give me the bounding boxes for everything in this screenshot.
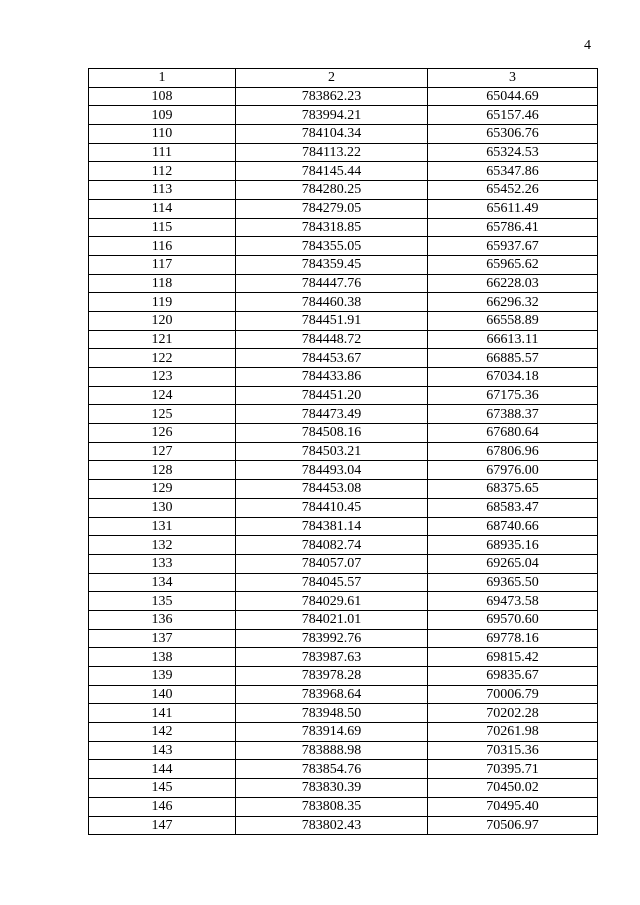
table-cell: 66885.57 (428, 349, 598, 368)
table-cell: 66296.32 (428, 293, 598, 312)
table-row (89, 685, 598, 704)
table-cell: 784381.14 (236, 517, 428, 536)
table-cell: 783978.28 (236, 667, 428, 686)
table-row (89, 723, 598, 742)
table-cell: 784280.25 (236, 181, 428, 200)
table-row (89, 405, 598, 424)
table-cell: 147 (89, 816, 236, 835)
table-row (89, 480, 598, 499)
table-cell: 69835.67 (428, 667, 598, 686)
table-cell: 784318.85 (236, 218, 428, 237)
table-row (89, 517, 598, 536)
table-cell: 114 (89, 199, 236, 218)
table-cell: 70261.98 (428, 723, 598, 742)
table-cell: 783914.69 (236, 723, 428, 742)
table-cell: 784410.45 (236, 498, 428, 517)
table-cell: 783992.76 (236, 629, 428, 648)
table-cell: 70495.40 (428, 797, 598, 816)
table-row (89, 349, 598, 368)
table-header-row (89, 69, 598, 88)
table-cell: 66228.03 (428, 274, 598, 293)
table-cell: 124 (89, 386, 236, 405)
table-cell: 135 (89, 592, 236, 611)
table-cell: 110 (89, 125, 236, 144)
table-cell: 67175.36 (428, 386, 598, 405)
table-cell: 129 (89, 480, 236, 499)
table-cell: 783987.63 (236, 648, 428, 667)
table-row (89, 667, 598, 686)
table-cell: 65611.49 (428, 199, 598, 218)
table-row (89, 311, 598, 330)
table-cell: 66613.11 (428, 330, 598, 349)
table-cell: 70315.36 (428, 741, 598, 760)
table-cell: 130 (89, 498, 236, 517)
table-cell: 67388.37 (428, 405, 598, 424)
table-row (89, 461, 598, 480)
table-row (89, 293, 598, 312)
table-cell: 68935.16 (428, 536, 598, 555)
table-row (89, 218, 598, 237)
table-row (89, 797, 598, 816)
table-row (89, 181, 598, 200)
table-cell: 115 (89, 218, 236, 237)
table-cell: 783888.98 (236, 741, 428, 760)
table-row (89, 106, 598, 125)
table-cell: 784448.72 (236, 330, 428, 349)
table-cell: 142 (89, 723, 236, 742)
table-row (89, 760, 598, 779)
table-cell: 67680.64 (428, 424, 598, 443)
table-cell: 146 (89, 797, 236, 816)
table-cell: 784145.44 (236, 162, 428, 181)
table-row (89, 442, 598, 461)
table-row (89, 237, 598, 256)
table-cell: 70506.97 (428, 816, 598, 835)
table-cell: 784451.20 (236, 386, 428, 405)
table-cell: 112 (89, 162, 236, 181)
table-cell: 784460.38 (236, 293, 428, 312)
table-cell: 141 (89, 704, 236, 723)
table-cell: 783802.43 (236, 816, 428, 835)
table-cell: 70395.71 (428, 760, 598, 779)
table-cell: 67806.96 (428, 442, 598, 461)
column-header-3: 3 (428, 69, 598, 88)
table-cell: 784453.08 (236, 480, 428, 499)
table-cell: 784508.16 (236, 424, 428, 443)
table-cell: 136 (89, 610, 236, 629)
table-row (89, 498, 598, 517)
table-cell: 134 (89, 573, 236, 592)
table-cell: 143 (89, 741, 236, 760)
table-row (89, 592, 598, 611)
table-cell: 123 (89, 368, 236, 387)
table-cell: 784113.22 (236, 143, 428, 162)
table-row (89, 330, 598, 349)
table-cell: 137 (89, 629, 236, 648)
table-row (89, 816, 598, 835)
table-cell: 65157.46 (428, 106, 598, 125)
table-cell: 67034.18 (428, 368, 598, 387)
table-cell: 784447.76 (236, 274, 428, 293)
table-cell: 67976.00 (428, 461, 598, 480)
table-row (89, 125, 598, 144)
table-cell: 783968.64 (236, 685, 428, 704)
table-body (89, 87, 598, 835)
table-cell: 68583.47 (428, 498, 598, 517)
table-row (89, 143, 598, 162)
table-cell: 131 (89, 517, 236, 536)
table-cell: 65452.26 (428, 181, 598, 200)
table-cell: 113 (89, 181, 236, 200)
table-cell: 132 (89, 536, 236, 555)
table-row (89, 573, 598, 592)
table-row (89, 554, 598, 573)
table-cell: 66558.89 (428, 311, 598, 330)
table-cell: 784453.67 (236, 349, 428, 368)
table-cell: 784355.05 (236, 237, 428, 256)
table-row (89, 162, 598, 181)
table-cell: 70450.02 (428, 779, 598, 798)
table-row (89, 274, 598, 293)
table-cell: 116 (89, 237, 236, 256)
table-cell: 783994.21 (236, 106, 428, 125)
table-cell: 784503.21 (236, 442, 428, 461)
coordinates-table (88, 68, 598, 835)
table-cell: 69265.04 (428, 554, 598, 573)
column-header-1: 1 (89, 69, 236, 88)
table-cell: 783948.50 (236, 704, 428, 723)
table-cell: 784057.07 (236, 554, 428, 573)
table-cell: 69473.58 (428, 592, 598, 611)
table-cell: 127 (89, 442, 236, 461)
table-cell: 69778.16 (428, 629, 598, 648)
table-cell: 783862.23 (236, 87, 428, 106)
table-cell: 133 (89, 554, 236, 573)
table-cell: 119 (89, 293, 236, 312)
table-cell: 784021.01 (236, 610, 428, 629)
table-row (89, 368, 598, 387)
table-cell: 784029.61 (236, 592, 428, 611)
table-row (89, 424, 598, 443)
table-cell: 784082.74 (236, 536, 428, 555)
table-cell: 69815.42 (428, 648, 598, 667)
table-cell: 65937.67 (428, 237, 598, 256)
table-cell: 118 (89, 274, 236, 293)
table-cell: 784473.49 (236, 405, 428, 424)
table-row (89, 779, 598, 798)
table-cell: 65347.86 (428, 162, 598, 181)
table-cell: 125 (89, 405, 236, 424)
table-cell: 783808.35 (236, 797, 428, 816)
table-cell: 784104.34 (236, 125, 428, 144)
table-row (89, 610, 598, 629)
table-cell: 784433.86 (236, 368, 428, 387)
table-cell: 138 (89, 648, 236, 667)
table-cell: 111 (89, 143, 236, 162)
table-cell: 68740.66 (428, 517, 598, 536)
table-row (89, 704, 598, 723)
table-cell: 140 (89, 685, 236, 704)
table-cell: 70006.79 (428, 685, 598, 704)
page-number: 4 (584, 38, 591, 53)
table-cell: 126 (89, 424, 236, 443)
table-cell: 70202.28 (428, 704, 598, 723)
table-cell: 783854.76 (236, 760, 428, 779)
table-cell: 784045.57 (236, 573, 428, 592)
table-cell: 139 (89, 667, 236, 686)
column-header-2: 2 (236, 69, 428, 88)
table-cell: 109 (89, 106, 236, 125)
table-cell: 144 (89, 760, 236, 779)
table-cell: 783830.39 (236, 779, 428, 798)
table-row (89, 741, 598, 760)
table-cell: 784279.05 (236, 199, 428, 218)
table-row (89, 536, 598, 555)
table-cell: 120 (89, 311, 236, 330)
table-cell: 122 (89, 349, 236, 368)
table-cell: 128 (89, 461, 236, 480)
table-cell: 69570.60 (428, 610, 598, 629)
table-cell: 121 (89, 330, 236, 349)
table-cell: 117 (89, 255, 236, 274)
table-cell: 68375.65 (428, 480, 598, 499)
table-cell: 65965.62 (428, 255, 598, 274)
table-cell: 108 (89, 87, 236, 106)
table-row (89, 648, 598, 667)
table-cell: 69365.50 (428, 573, 598, 592)
table-cell: 65324.53 (428, 143, 598, 162)
table-row (89, 199, 598, 218)
table-cell: 145 (89, 779, 236, 798)
table-cell: 65786.41 (428, 218, 598, 237)
table-cell: 65306.76 (428, 125, 598, 144)
table-row (89, 386, 598, 405)
table-cell: 784451.91 (236, 311, 428, 330)
table-row (89, 255, 598, 274)
table-cell: 65044.69 (428, 87, 598, 106)
table-cell: 784359.45 (236, 255, 428, 274)
table-row (89, 629, 598, 648)
table-row (89, 87, 598, 106)
table-cell: 784493.04 (236, 461, 428, 480)
